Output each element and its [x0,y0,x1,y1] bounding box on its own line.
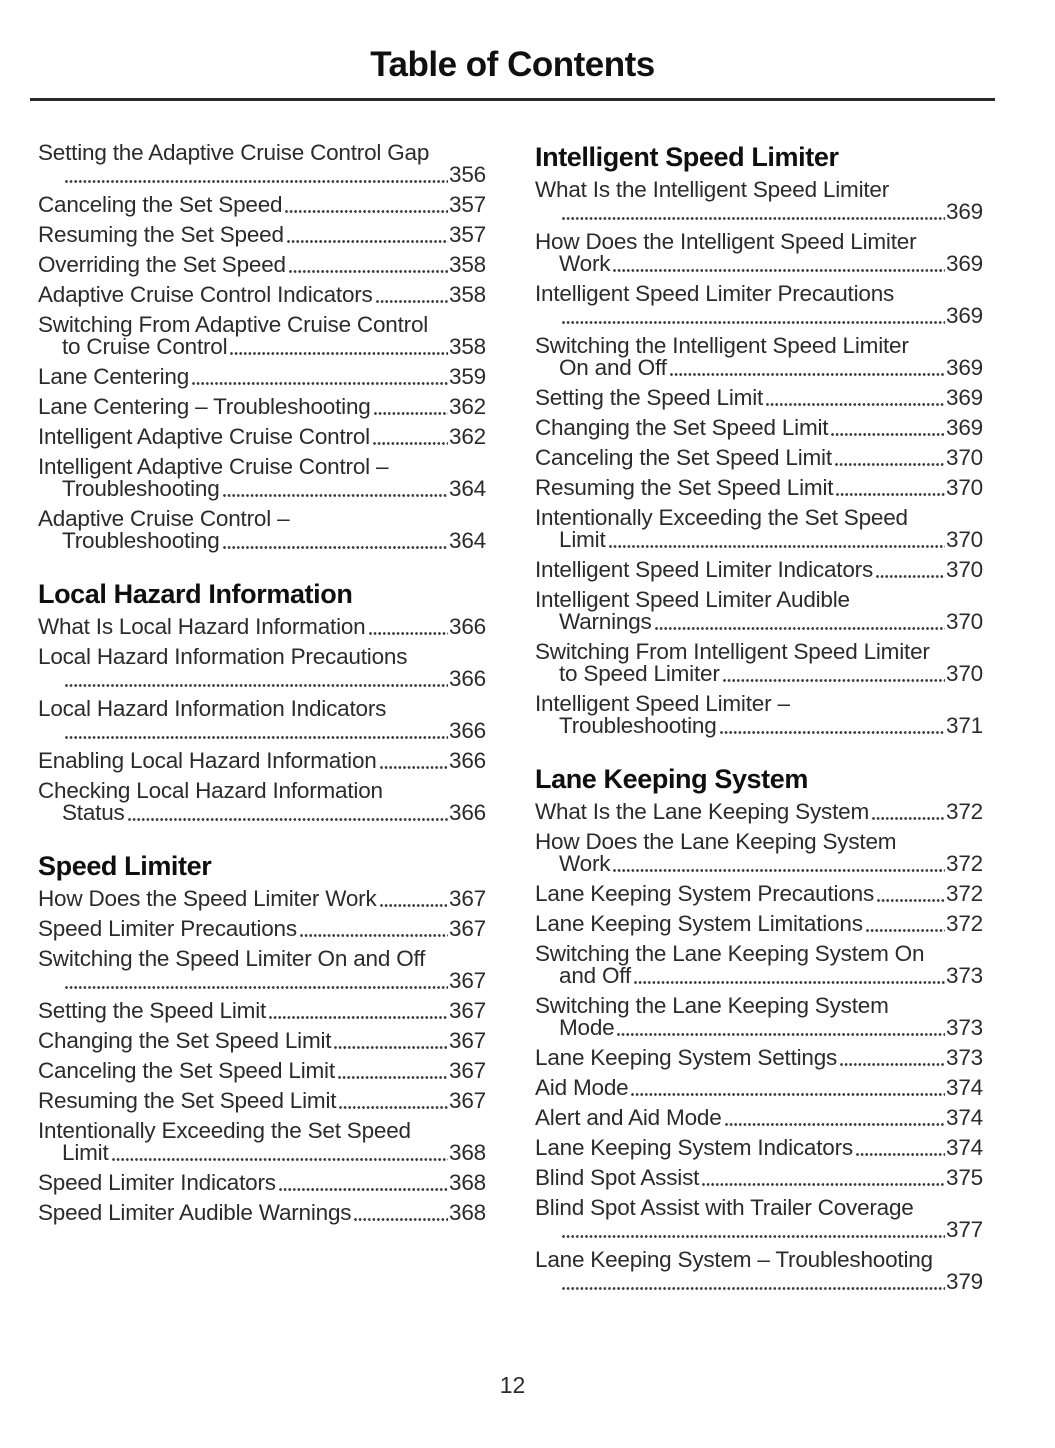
dot-leader [562,1235,945,1238]
entry-title: Overriding the Set Speed [38,251,286,277]
entry-title-continuation: and Off [559,962,631,988]
entry-title: Switching the Intelligent Speed Limiter [535,332,909,358]
entry-continuation-row [38,1139,486,1165]
entry-page-number: 372 [946,850,983,876]
entry-page-number: 364 [449,475,486,501]
toc-entry [38,393,486,419]
entry-page-number: 370 [946,660,983,686]
dot-leader [192,382,448,385]
entry-title: Resuming the Set Speed Limit [535,474,834,500]
dot-leader [655,627,945,630]
toc-entry [38,311,486,359]
entry-title: What Is Local Hazard Information [38,613,366,639]
dot-leader [609,545,946,548]
entry-page-number: 369 [946,354,983,380]
entry-title: Lane Keeping System Limitations [535,910,863,936]
entry-page-number: 377 [946,1216,983,1242]
entry-page-number: 362 [449,393,486,419]
entry-row [535,384,983,410]
page-header [0,0,1055,101]
entry-title: Setting the Speed Limit [535,384,764,410]
toc-entry [535,910,983,936]
entry-row [38,885,486,911]
entry-page-number: 370 [946,474,983,500]
entry-row [535,1134,983,1160]
entry-page-number: 368 [449,1139,486,1165]
toc-entry [535,556,983,582]
entry-title: Blind Spot Assist with Trailer Coverage [535,1194,914,1220]
entry-title: Intelligent Speed Limiter Precautions [535,280,895,306]
entry-row [535,798,983,824]
dot-leader [831,433,945,436]
dot-leader [223,494,449,497]
dot-leader [380,904,449,907]
entry-page-number: 356 [449,161,486,187]
dot-leader [613,269,945,272]
dot-leader [373,442,448,445]
entry-row [535,1164,983,1190]
toc-entry [38,945,486,993]
page-number: 12 [499,1372,526,1398]
entry-continuation-row [38,527,486,553]
toc-entry [535,638,983,686]
entry-title: Canceling the Set Speed Limit [535,444,832,470]
toc-entry [38,1169,486,1195]
entry-page-number: 359 [449,363,486,389]
entry-continuation-row [535,962,983,988]
entry-title: Speed Limiter Audible Warnings [38,1199,352,1225]
entry-page-number: 366 [449,799,486,825]
entry-row [38,363,486,389]
page-footer [30,1372,995,1399]
dot-leader [877,899,945,902]
entry-title-continuation: Troubleshooting [559,712,717,738]
entry-page-number: 372 [946,798,983,824]
entry-continuation-row [38,665,486,691]
entry-page-number: 374 [946,1074,983,1100]
toc-entry [535,176,983,224]
entry-row [38,915,486,941]
entry-row [38,1027,486,1053]
dot-leader [369,632,449,635]
toc-entry [535,1246,983,1294]
entry-page-number: 357 [449,221,486,247]
entry-page-number: 367 [449,915,486,941]
dot-leader [354,1218,448,1221]
entry-page-number: 372 [946,910,983,936]
toc-section [535,142,983,737]
entry-title: Resuming the Set Speed Limit [38,1087,337,1113]
toc-entry [38,1199,486,1225]
entry-title: Lane Keeping System Settings [535,1044,838,1070]
entry-page-number: 368 [449,1169,486,1195]
entry-continuation-row [535,712,983,738]
entry-title: Local Hazard Information Precautions [38,643,408,669]
entry-row [38,423,486,449]
entry-page-number: 374 [946,1134,983,1160]
entry-title: Intentionally Exceeding the Set Speed [535,504,908,530]
entry-title: Resuming the Set Speed [38,221,284,247]
entry-page-number: 358 [449,333,486,359]
entry-title: Switching the Lane Keeping System [535,992,889,1018]
dot-leader [872,817,945,820]
entry-title: Switching From Intelligent Speed Limiter [535,638,930,664]
entry-page-number: 370 [946,608,983,634]
toc-entry [38,1057,486,1083]
entry-continuation-row [38,967,486,993]
toc-entry [38,251,486,277]
entry-title-continuation: Troubleshooting [62,475,220,501]
entry-page-number: 368 [449,1199,486,1225]
toc-entry [38,997,486,1023]
dot-leader [725,1123,946,1126]
dot-leader [65,736,448,739]
dot-leader [723,679,945,682]
entry-title: Lane Centering – Troubleshooting [38,393,371,419]
toc-entry [38,915,486,941]
dot-leader [613,869,945,872]
entry-continuation-row [38,161,486,187]
entry-row [38,281,486,307]
toc-entry [38,139,486,187]
entry-title-continuation: Status [62,799,125,825]
entry-row [38,747,486,773]
entry-page-number: 369 [946,250,983,276]
section-heading: Local Hazard Information [38,578,353,609]
entry-page-number: 367 [449,885,486,911]
entry-title-continuation: Limit [559,526,606,552]
toc-entry [38,695,486,743]
entry-page-number: 373 [946,962,983,988]
entry-page-number: 375 [946,1164,983,1190]
toc-entry [535,992,983,1040]
entry-title-continuation: Work [559,250,611,276]
dot-leader [562,217,945,220]
dot-leader [856,1153,945,1156]
dot-leader [269,1016,448,1019]
entry-page-number: 369 [946,198,983,224]
entry-page-number: 358 [449,251,486,277]
dot-leader [230,352,448,355]
entry-title: Lane Keeping System Precautions [535,880,875,906]
dot-leader [223,546,449,549]
entry-page-number: 362 [449,423,486,449]
entry-page-number: 366 [449,613,486,639]
dot-leader [287,240,448,243]
entry-continuation-row [38,799,486,825]
dot-leader [380,766,448,769]
toc-entry [535,280,983,328]
entry-row [535,1044,983,1070]
toc-entry [38,505,486,553]
toc-entry [38,1117,486,1165]
toc-entry [38,221,486,247]
entry-title: Intelligent Speed Limiter – [535,690,790,716]
dot-leader [720,731,946,734]
toc-entry [535,1134,983,1160]
entry-row [38,221,486,247]
entry-page-number: 367 [449,997,486,1023]
entry-title: Intelligent Adaptive Cruise Control [38,423,370,449]
entry-continuation-row [535,354,983,380]
section-heading: Lane Keeping System [535,763,808,794]
entry-row [535,414,983,440]
toc-entry [535,690,983,738]
entry-title: Lane Keeping System Indicators [535,1134,853,1160]
entry-page-number: 358 [449,281,486,307]
toc-entry [38,777,486,825]
entry-title: Intelligent Speed Limiter Audible [535,586,850,612]
dot-leader [128,818,448,821]
entry-page-number: 369 [946,384,983,410]
section-heading: Intelligent Speed Limiter [535,141,839,172]
dot-leader [766,403,945,406]
toc-entry [535,384,983,410]
entry-title-continuation: to Speed Limiter [559,660,720,686]
entry-title: Alert and Aid Mode [535,1104,722,1130]
entry-continuation-row [535,850,983,876]
entry-title-continuation: Mode [559,1014,615,1040]
entry-title: Setting the Speed Limit [38,997,267,1023]
dot-leader [617,1033,945,1036]
entry-page-number: 373 [946,1014,983,1040]
entry-title: Switching From Adaptive Cruise Control [38,311,429,337]
entry-row [38,1199,486,1225]
entry-row [38,1057,486,1083]
entry-continuation-row [535,1014,983,1040]
dot-leader [289,270,448,273]
toc-entry [535,940,983,988]
entry-row [535,444,983,470]
entry-title-continuation: Limit [62,1139,109,1165]
entry-title: Adaptive Cruise Control – [38,505,290,531]
entry-row [535,880,983,906]
entry-title: Lane Centering [38,363,190,389]
entry-title-continuation: Warnings [559,608,652,634]
entry-row [535,1104,983,1130]
entry-row [535,910,983,936]
toc-entry [535,586,983,634]
dot-leader [866,929,945,932]
toc-entry [38,1027,486,1053]
entry-row [38,1087,486,1113]
toc-entry [38,453,486,501]
toc-entry [535,504,983,552]
dot-leader [285,210,448,213]
dot-leader [65,180,448,183]
dot-leader [836,493,945,496]
section-heading: Speed Limiter [38,850,212,881]
entry-title: Changing the Set Speed Limit [535,414,829,440]
entry-title: Setting the Adaptive Cruise Control Gap [38,139,430,165]
entry-page-number: 367 [449,1087,486,1113]
entry-continuation-row [535,302,983,328]
toc-section [38,139,486,553]
entry-page-number: 364 [449,527,486,553]
entry-page-number: 372 [946,880,983,906]
toc-entry [38,191,486,217]
entry-title: How Does the Lane Keeping System [535,828,897,854]
toc-entry [38,363,486,389]
entry-continuation-row [535,1268,983,1294]
entry-title: Switching the Lane Keeping System On [535,940,925,966]
entry-title: Changing the Set Speed Limit [38,1027,332,1053]
dot-leader [631,1093,945,1096]
entry-page-number: 371 [946,712,983,738]
toc-entry [38,747,486,773]
toc-columns [0,101,1055,1301]
entry-row [38,1169,486,1195]
toc-entry [535,444,983,470]
toc-entry [535,828,983,876]
entry-continuation-row [535,198,983,224]
dot-leader [334,1046,448,1049]
entry-title: How Does the Speed Limiter Work [38,885,377,911]
dot-leader [840,1063,945,1066]
toc-entry [38,281,486,307]
entry-row [535,474,983,500]
entry-title: Local Hazard Information Indicators [38,695,387,721]
entry-title: Canceling the Set Speed [38,191,283,217]
entry-page-number: 367 [449,967,486,993]
toc-section [38,851,486,1224]
entry-page-number: 370 [946,444,983,470]
toc-entry [535,228,983,276]
entry-row [38,191,486,217]
toc-entry [535,474,983,500]
toc-entry [38,1087,486,1113]
entry-title: Blind Spot Assist [535,1164,700,1190]
dot-leader [670,373,945,376]
entry-row [38,251,486,277]
entry-title: Speed Limiter Indicators [38,1169,276,1195]
entry-title: Checking Local Hazard Information [38,777,383,803]
toc-entry [535,332,983,380]
dot-leader [634,981,945,984]
entry-title: Intentionally Exceeding the Set Speed [38,1117,411,1143]
entry-page-number: 357 [449,191,486,217]
entry-continuation-row [38,333,486,359]
toc-entry [38,423,486,449]
entry-row [38,613,486,639]
toc-entry [535,1044,983,1070]
entry-title: Lane Keeping System – Troubleshooting [535,1246,933,1272]
dot-leader [338,1076,448,1079]
entry-page-number: 369 [946,302,983,328]
entry-continuation-row [535,250,983,276]
entry-page-number: 366 [449,665,486,691]
dot-leader [112,1158,449,1161]
toc-entry [535,1074,983,1100]
entry-page-number: 369 [946,414,983,440]
entry-row [38,393,486,419]
entry-continuation-row [535,526,983,552]
entry-page-number: 367 [449,1027,486,1053]
entry-page-number: 366 [449,747,486,773]
toc-entry [38,613,486,639]
toc-section [535,764,983,1293]
entry-title: Intelligent Speed Limiter Indicators [535,556,873,582]
dot-leader [279,1188,448,1191]
toc-entry [535,1104,983,1130]
toc-entry [535,1194,983,1242]
toc-entry [38,643,486,691]
entry-title: Adaptive Cruise Control Indicators [38,281,373,307]
entry-page-number: 367 [449,1057,486,1083]
entry-page-number: 370 [946,526,983,552]
entry-page-number: 373 [946,1044,983,1070]
entry-page-number: 366 [449,717,486,743]
toc-entry [535,414,983,440]
toc-entry [535,798,983,824]
entry-title: Intelligent Adaptive Cruise Control – [38,453,389,479]
entry-continuation-row [535,660,983,686]
entry-title: Aid Mode [535,1074,629,1100]
entry-page-number: 374 [946,1104,983,1130]
dot-leader [65,986,448,989]
entry-continuation-row [535,1216,983,1242]
entry-title-continuation: On and Off [559,354,667,380]
entry-row [535,556,983,582]
entry-page-number: 370 [946,556,983,582]
dot-leader [702,1183,945,1186]
dot-leader [339,1106,448,1109]
dot-leader [376,300,448,303]
toc-entry [535,1164,983,1190]
entry-page-number: 379 [946,1268,983,1294]
entry-row [535,1074,983,1100]
entry-title: Switching the Speed Limiter On and Off [38,945,426,971]
entry-title: Canceling the Set Speed Limit [38,1057,335,1083]
toc-column-right [535,142,983,1301]
toc-entry [535,880,983,906]
dot-leader [562,321,945,324]
entry-continuation-row [38,475,486,501]
toc-section [38,579,486,824]
entry-title: Speed Limiter Precautions [38,915,297,941]
toc-column-left [38,139,486,1301]
dot-leader [562,1287,945,1290]
entry-title: How Does the Intelligent Speed Limiter [535,228,917,254]
entry-continuation-row [38,717,486,743]
dot-leader [65,684,448,687]
page-title: Table of Contents [370,45,655,84]
toc-entry [38,885,486,911]
dot-leader [835,463,945,466]
dot-leader [300,934,448,937]
dot-leader [876,575,945,578]
entry-title-continuation: Troubleshooting [62,527,220,553]
entry-title-continuation: to Cruise Control [62,333,228,359]
entry-continuation-row [535,608,983,634]
entry-title: What Is the Lane Keeping System [535,798,869,824]
entry-row [38,997,486,1023]
entry-title: What Is the Intelligent Speed Limiter [535,176,890,202]
entry-title: Enabling Local Hazard Information [38,747,377,773]
dot-leader [374,412,448,415]
entry-title-continuation: Work [559,850,611,876]
